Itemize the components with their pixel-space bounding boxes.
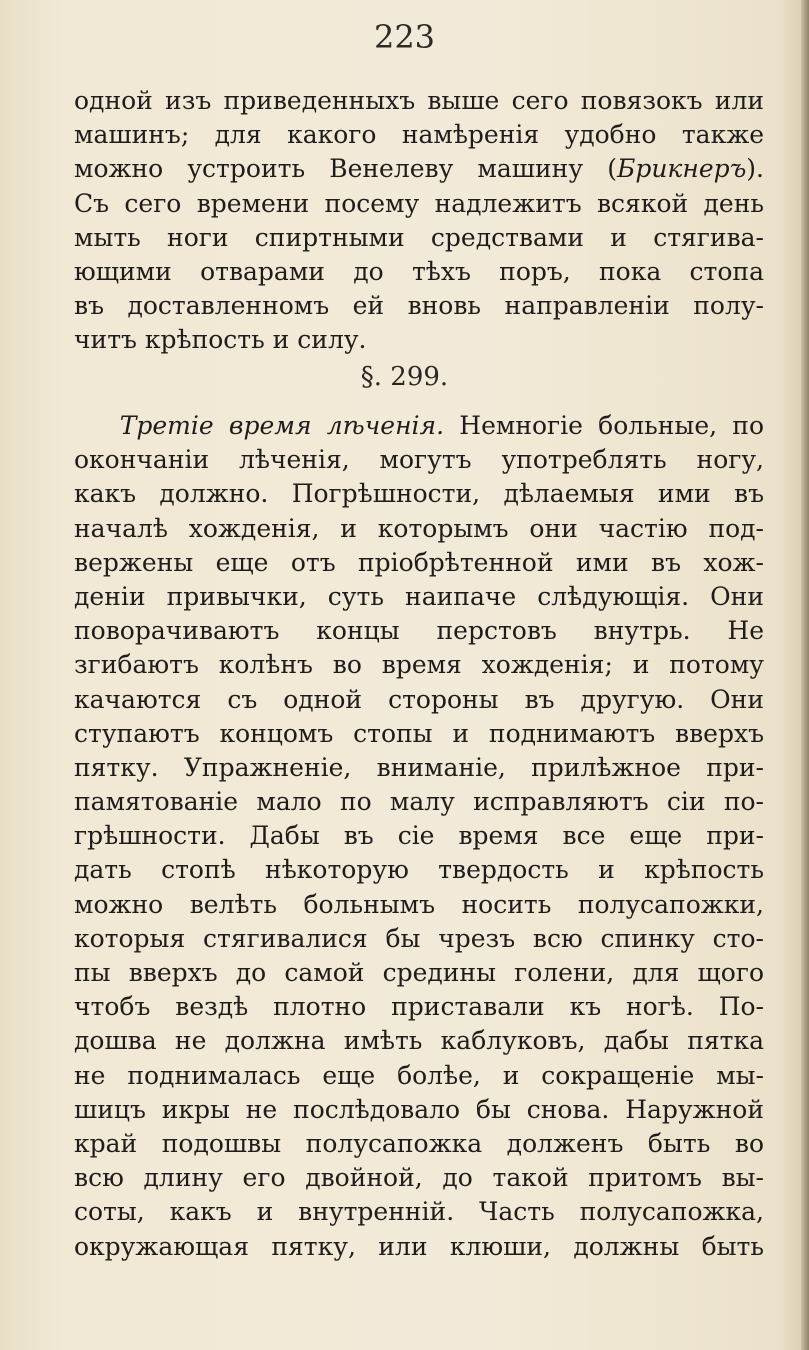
text-line: край подошвы полусапожка долженъ быть во bbox=[74, 1128, 764, 1158]
page-edge bbox=[801, 0, 809, 1350]
text-line: грѣшности. Дабы въ сіе время все еще при- bbox=[74, 821, 764, 851]
section-heading: §. 299. bbox=[360, 362, 449, 392]
text-segment: ). bbox=[746, 154, 764, 184]
text-line: мыть ноги спиртными средствами и стягива- bbox=[74, 222, 764, 252]
text-line: поворачиваютъ концы перстовъ внутрь. Не bbox=[74, 616, 764, 646]
text-line: окончаніи лѣченія, могутъ употреблять ногу, bbox=[74, 445, 764, 475]
text-line: въ доставленномъ ей вновь направленіи полу- bbox=[74, 291, 764, 321]
text-line: всю длину его двойной, до такой притомъ вы- bbox=[74, 1163, 764, 1193]
page-number: 223 bbox=[373, 18, 436, 56]
text-line: дать стопѣ нѣкоторую твердость и крѣпость bbox=[74, 855, 764, 885]
text-line: началѣ хожденія, и которымъ они частію под- bbox=[74, 513, 764, 543]
text-line: Съ сего времени посему надлежитъ всякой день bbox=[74, 188, 764, 218]
text-line: не поднималась еще болѣе, и сокращеніе мы- bbox=[74, 1060, 764, 1090]
text-line: згибаютъ колѣнъ во время хожденія; и потому bbox=[74, 650, 764, 680]
text-line: дошва не должна имѣть каблуковъ, дабы пятка bbox=[74, 1026, 764, 1056]
text-segment: можно устроить Венелеву машину ( bbox=[74, 154, 617, 184]
text-line bbox=[74, 409, 764, 443]
text-line: машинъ; для какого намѣренія удобно также bbox=[74, 120, 764, 150]
text-line: одной изъ приведенныхъ выше сего повязокъ или bbox=[74, 86, 764, 115]
paragraph-continued bbox=[74, 84, 764, 358]
text-line: можно велѣть больнымъ носить полусапожки, bbox=[74, 889, 764, 919]
text-line: пятку. Упражненіе, вниманіе, прилѣжное при- bbox=[74, 752, 764, 782]
text-line: окружающая пятку, или клюши, должны быть bbox=[74, 1231, 764, 1261]
text-line: вержены еще отъ пріобрѣтенной ими въ хож- bbox=[74, 547, 764, 577]
text-line: деніи привычки, суть наипаче слѣдующія. Они bbox=[74, 581, 764, 611]
text-line: пы вверхъ до самой средины голени, для щого bbox=[74, 958, 764, 987]
text-line: ступаютъ концомъ стопы и поднимаютъ вверхъ bbox=[74, 718, 764, 748]
text-line: какъ должно. Погрѣшности, дѣлаемыя ими въ bbox=[74, 479, 764, 509]
text-line: читъ крѣпость и силу. bbox=[74, 325, 367, 355]
text-segment: Немногіе больные, по bbox=[459, 411, 765, 440]
text-line bbox=[74, 152, 764, 186]
text-line: соты, какъ и внутренній. Часть полусапожка, bbox=[74, 1197, 764, 1227]
text-line: которыя стягивалися бы чрезъ всю спинку сто- bbox=[74, 923, 764, 953]
lead-heading: Третіе время лѣченія. bbox=[119, 411, 445, 440]
text-line: качаются съ одной стороны въ другую. Они bbox=[74, 684, 764, 714]
text-line: ющими отварами до тѣхъ поръ, пока стопа bbox=[74, 256, 764, 286]
text-line: шицъ икры не послѣдовало бы снова. Наружной bbox=[74, 1094, 764, 1124]
citation: Брикнеръ bbox=[616, 154, 747, 184]
text-line: памятованіе мало по малу исправляютъ сіи по- bbox=[74, 787, 764, 817]
paragraph-main bbox=[74, 409, 764, 1264]
text-line: чтобъ вездѣ плотно приставали къ ногѣ. По- bbox=[74, 992, 764, 1022]
